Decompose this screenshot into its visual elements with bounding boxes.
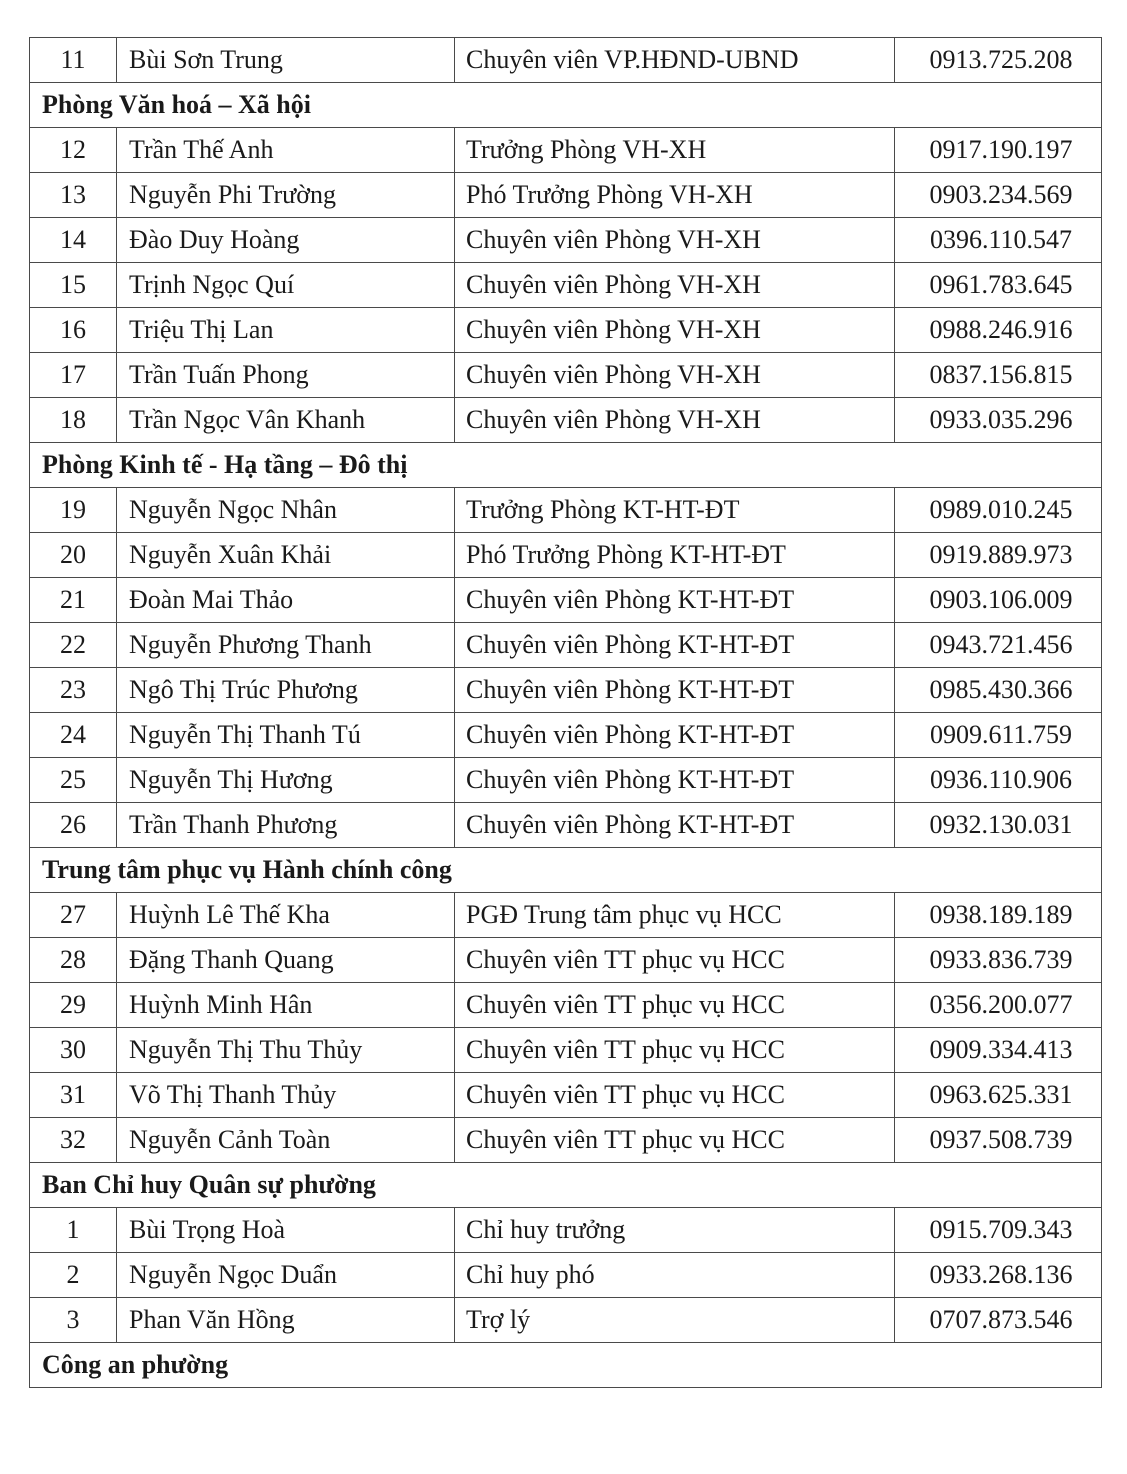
row-number-cell: 26 <box>30 803 117 848</box>
table-row <box>30 173 1102 218</box>
name-cell: Phan Văn Hồng <box>117 1298 455 1343</box>
name-cell: Nguyễn Thị Thanh Tú <box>117 713 455 758</box>
table-row <box>30 893 1102 938</box>
position-cell: Chuyên viên Phòng KT-HT-ĐT <box>455 578 895 623</box>
table-row <box>30 533 1102 578</box>
section-header-row <box>30 443 1102 488</box>
table-row <box>30 38 1102 83</box>
phone-cell: 0909.334.413 <box>895 1028 1102 1073</box>
table-row <box>30 1298 1102 1343</box>
table-row <box>30 713 1102 758</box>
name-cell: Trần Thanh Phương <box>117 803 455 848</box>
row-number-cell: 15 <box>30 263 117 308</box>
position-cell: Chuyên viên Phòng VH-XH <box>455 308 895 353</box>
name-cell: Trần Thế Anh <box>117 128 455 173</box>
table-row <box>30 1208 1102 1253</box>
table-row <box>30 668 1102 713</box>
phone-cell: 0943.721.456 <box>895 623 1102 668</box>
name-cell: Bùi Sơn Trung <box>117 38 455 83</box>
row-number-cell: 23 <box>30 668 117 713</box>
position-cell: Phó Trưởng Phòng VH-XH <box>455 173 895 218</box>
position-cell: Chuyên viên TT phục vụ HCC <box>455 1073 895 1118</box>
table-row <box>30 218 1102 263</box>
position-cell: Trưởng Phòng VH-XH <box>455 128 895 173</box>
row-number-cell: 22 <box>30 623 117 668</box>
position-cell: Chỉ huy phó <box>455 1253 895 1298</box>
position-cell: Chuyên viên Phòng KT-HT-ĐT <box>455 713 895 758</box>
position-cell: Chuyên viên Phòng KT-HT-ĐT <box>455 803 895 848</box>
name-cell: Đặng Thanh Quang <box>117 938 455 983</box>
table-row <box>30 623 1102 668</box>
name-cell: Nguyễn Thị Thu Thủy <box>117 1028 455 1073</box>
name-cell: Ngô Thị Trúc Phương <box>117 668 455 713</box>
name-cell: Huỳnh Minh Hân <box>117 983 455 1028</box>
row-number-cell: 17 <box>30 353 117 398</box>
phone-cell: 0915.709.343 <box>895 1208 1102 1253</box>
table-row <box>30 128 1102 173</box>
section-title: Công an phường <box>30 1343 1102 1388</box>
name-cell: Nguyễn Xuân Khải <box>117 533 455 578</box>
section-header-row <box>30 848 1102 893</box>
phone-cell: 0707.873.546 <box>895 1298 1102 1343</box>
table-row <box>30 488 1102 533</box>
row-number-cell: 28 <box>30 938 117 983</box>
phone-cell: 0917.190.197 <box>895 128 1102 173</box>
phone-cell: 0903.106.009 <box>895 578 1102 623</box>
table-body <box>30 38 1102 1388</box>
name-cell: Triệu Thị Lan <box>117 308 455 353</box>
position-cell: Trợ lý <box>455 1298 895 1343</box>
phone-cell: 0937.508.739 <box>895 1118 1102 1163</box>
row-number-cell: 11 <box>30 38 117 83</box>
row-number-cell: 20 <box>30 533 117 578</box>
name-cell: Nguyễn Cảnh Toàn <box>117 1118 455 1163</box>
position-cell: Chỉ huy trưởng <box>455 1208 895 1253</box>
phone-cell: 0837.156.815 <box>895 353 1102 398</box>
position-cell: Chuyên viên Phòng VH-XH <box>455 218 895 263</box>
section-header-row <box>30 1343 1102 1388</box>
row-number-cell: 21 <box>30 578 117 623</box>
row-number-cell: 3 <box>30 1298 117 1343</box>
table-row <box>30 353 1102 398</box>
position-cell: Chuyên viên TT phục vụ HCC <box>455 1118 895 1163</box>
phone-cell: 0933.268.136 <box>895 1253 1102 1298</box>
table-row <box>30 1118 1102 1163</box>
phone-cell: 0933.836.739 <box>895 938 1102 983</box>
row-number-cell: 19 <box>30 488 117 533</box>
row-number-cell: 18 <box>30 398 117 443</box>
phone-cell: 0909.611.759 <box>895 713 1102 758</box>
row-number-cell: 30 <box>30 1028 117 1073</box>
phone-cell: 0919.889.973 <box>895 533 1102 578</box>
name-cell: Huỳnh Lê Thế Kha <box>117 893 455 938</box>
name-cell: Trần Ngọc Vân Khanh <box>117 398 455 443</box>
position-cell: Phó Trưởng Phòng KT-HT-ĐT <box>455 533 895 578</box>
row-number-cell: 31 <box>30 1073 117 1118</box>
row-number-cell: 13 <box>30 173 117 218</box>
row-number-cell: 16 <box>30 308 117 353</box>
phone-cell: 0963.625.331 <box>895 1073 1102 1118</box>
position-cell: Chuyên viên Phòng VH-XH <box>455 398 895 443</box>
phone-cell: 0936.110.906 <box>895 758 1102 803</box>
table-row <box>30 263 1102 308</box>
section-title: Phòng Kinh tế - Hạ tầng – Đô thị <box>30 443 1102 488</box>
section-title: Trung tâm phục vụ Hành chính công <box>30 848 1102 893</box>
table-row <box>30 1073 1102 1118</box>
staff-directory-table <box>29 37 1102 1388</box>
name-cell: Nguyễn Phi Trường <box>117 173 455 218</box>
row-number-cell: 32 <box>30 1118 117 1163</box>
section-title: Ban Chỉ huy Quân sự phường <box>30 1163 1102 1208</box>
phone-cell: 0396.110.547 <box>895 218 1102 263</box>
table-row <box>30 803 1102 848</box>
phone-cell: 0961.783.645 <box>895 263 1102 308</box>
phone-cell: 0988.246.916 <box>895 308 1102 353</box>
table-row <box>30 983 1102 1028</box>
position-cell: Chuyên viên Phòng VH-XH <box>455 353 895 398</box>
position-cell: Chuyên viên Phòng VH-XH <box>455 263 895 308</box>
section-title: Phòng Văn hoá – Xã hội <box>30 83 1102 128</box>
name-cell: Trần Tuấn Phong <box>117 353 455 398</box>
position-cell: Chuyên viên Phòng KT-HT-ĐT <box>455 623 895 668</box>
row-number-cell: 2 <box>30 1253 117 1298</box>
table-row <box>30 758 1102 803</box>
table-row <box>30 1253 1102 1298</box>
row-number-cell: 29 <box>30 983 117 1028</box>
row-number-cell: 24 <box>30 713 117 758</box>
table-row <box>30 578 1102 623</box>
position-cell: PGĐ Trung tâm phục vụ HCC <box>455 893 895 938</box>
row-number-cell: 14 <box>30 218 117 263</box>
phone-cell: 0913.725.208 <box>895 38 1102 83</box>
row-number-cell: 27 <box>30 893 117 938</box>
phone-cell: 0932.130.031 <box>895 803 1102 848</box>
phone-cell: 0938.189.189 <box>895 893 1102 938</box>
table-row <box>30 398 1102 443</box>
phone-cell: 0903.234.569 <box>895 173 1102 218</box>
name-cell: Nguyễn Ngọc Nhân <box>117 488 455 533</box>
position-cell: Chuyên viên Phòng KT-HT-ĐT <box>455 758 895 803</box>
phone-cell: 0933.035.296 <box>895 398 1102 443</box>
phone-cell: 0985.430.366 <box>895 668 1102 713</box>
table-row <box>30 308 1102 353</box>
name-cell: Đào Duy Hoàng <box>117 218 455 263</box>
phone-cell: 0989.010.245 <box>895 488 1102 533</box>
phone-cell: 0356.200.077 <box>895 983 1102 1028</box>
row-number-cell: 25 <box>30 758 117 803</box>
name-cell: Nguyễn Thị Hương <box>117 758 455 803</box>
section-header-row <box>30 83 1102 128</box>
name-cell: Nguyễn Phương Thanh <box>117 623 455 668</box>
position-cell: Chuyên viên TT phục vụ HCC <box>455 938 895 983</box>
table-row <box>30 1028 1102 1073</box>
position-cell: Chuyên viên TT phục vụ HCC <box>455 1028 895 1073</box>
name-cell: Trịnh Ngọc Quí <box>117 263 455 308</box>
name-cell: Bùi Trọng Hoà <box>117 1208 455 1253</box>
name-cell: Nguyễn Ngọc Duẩn <box>117 1253 455 1298</box>
position-cell: Chuyên viên VP.HĐND-UBND <box>455 38 895 83</box>
position-cell: Chuyên viên TT phục vụ HCC <box>455 983 895 1028</box>
row-number-cell: 1 <box>30 1208 117 1253</box>
position-cell: Chuyên viên Phòng KT-HT-ĐT <box>455 668 895 713</box>
row-number-cell: 12 <box>30 128 117 173</box>
section-header-row <box>30 1163 1102 1208</box>
position-cell: Trưởng Phòng KT-HT-ĐT <box>455 488 895 533</box>
table-row <box>30 938 1102 983</box>
name-cell: Đoàn Mai Thảo <box>117 578 455 623</box>
name-cell: Võ Thị Thanh Thủy <box>117 1073 455 1118</box>
